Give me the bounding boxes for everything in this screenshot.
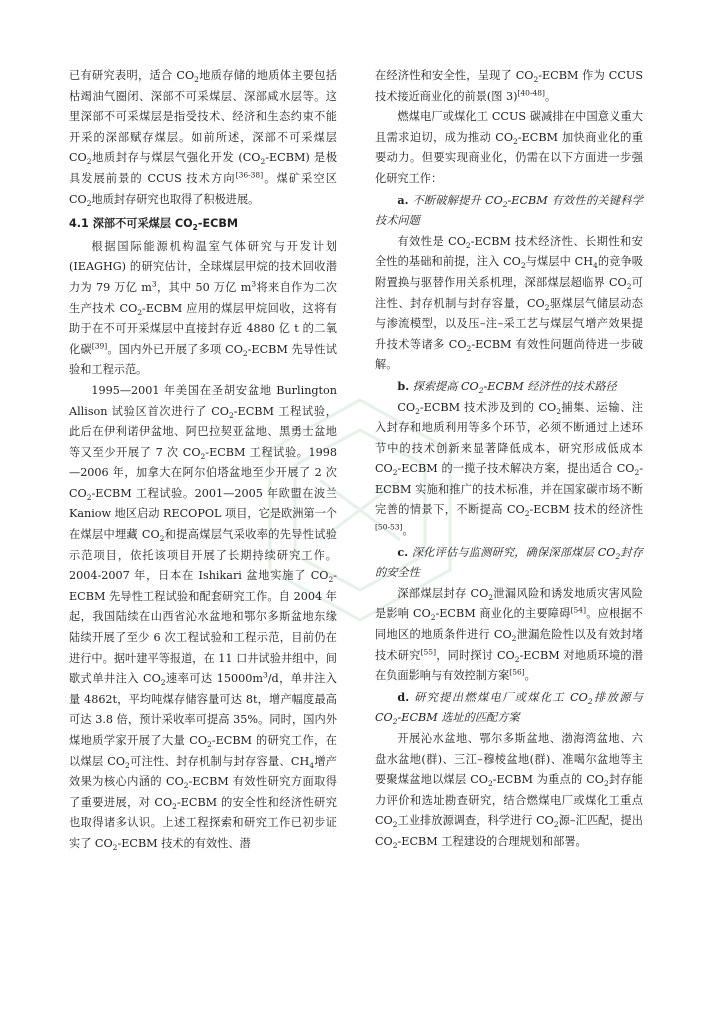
continued-paragraph: 在经济性和安全性，呈现了 $CO_2$-ECBM 作为 CCUS 技术接近商业化的前景(图 3)[40-48]。 (375, 69, 643, 103)
paragraph-ieaghg: 根据国际能源机构温室气体研究与开发计划 (IEAGHG) 的研究估计，全球煤层甲烷的技术回收潜力为 79 万亿 $m^3$，其中 50 万亿 $m^3$将来自作为二次生产技术 $CO_2$-ECBM 应用的煤层甲烷回收，这将有助于在不可开采煤层中直接封存近 4880 亿 t 的二氧化碳[39]。国内外已开展了多项 $CO_2$-ECBM 先导性试验和工程示范。 (69, 239, 337, 377)
subheading-a: a. 不断破解提升 $CO_2$-ECBM 有效性的关键科学技术问题 (375, 192, 643, 228)
paragraph-a: 有效性是 $CO_2$-ECBM 技术经济性、长期性和安全性的基础和前提，注入 $CO_2$与煤层中 $CH_4$的竞争吸附置换与驱替作用关系机理，深部煤层超临界 $CO_2$可注性、封存机制与封存容量，$CO_2$驱煤层气储层动态与渗流模型，以及压–注–采工艺与煤层气增产效果提升技术等诸多 $CO_2$-ECBM 有效性问题尚待进一步破解。 (375, 234, 643, 372)
paragraph-d: 开展沁水盆地、鄂尔多斯盆地、渤海湾盆地、六盘水盆地(群)、三江–穆棱盆地(群)、准噶尔盆地等主要聚煤盆地以煤层 $CO_2$-ECBM 为重点的 $CO_2$封存能力评价和选址勘查研究，结合燃煤电厂或煤化工重点 $CO_2$工业排放源调查，科学进行 $CO_2$源–汇匹配，提出 $CO_2$-ECBM 工程建设的合理规划和部署。 (375, 732, 643, 851)
section-heading-4-1: 4.1 深部不可采煤层 $CO_2$-ECBM (69, 217, 239, 233)
subheading-d: d. 研究提出燃煤电厂或煤化工 $CO_2$排放源与 $CO_2$-ECBM 选址的匹配方案 (375, 689, 643, 727)
paragraph-field-trials: 1995—2001 年美国在圣胡安盆地 Burlington Allison 试验区首次进行了 $CO_2$-ECBM 工程试验，此后在伊利诺伊盆地、阿巴拉契亚盆地、黑勇士盆地等又至少开展了 7 次 $CO_2$-ECBM 工程试验。1998—2006 年，加拿大在阿尔伯塔盆地至少开展了 2 次 $CO_2$-ECBM 工程试验。2001—2005 年欧盟在波兰 Kaniow 地区启动 RECOPOL 项目，它是欧洲第一个在煤层中埋藏 $CO_2$和提高煤层气采收率的先导性试验示范项目，依托该项目开展了长期持续研究工作。2004-2007 年，日本在 Ishikari 盆地实施了 $CO_2$-ECBM 先导性工程试验和配套研究工作。自 2004 年起，我国陆续在山西省沁水盆地和鄂尔多斯盆地东缘陆续开展了至少 6 次工程试验和工程示范，目前仍在进行中。据叶建平等报道，在 11 口井试验井组中，间歇式单井注入 $CO_2$速率可达 $15000m^3/d$，单井注入量 4862t，平均吨煤存储容量可达 8t，增产幅度最高可达 3.8 倍，预计采收率可提高 35%。同时，国内外煤地质学家开展了大量 $CO_2$-ECBM 的研究工作，在以煤层 $CO_2$可注性、封存机制与封存容量、$CH_4$增产效果为核心内涵的 $CO_2$-ECBM 有效性研究方面取得了重要进展，对 $CO_2$-ECBM 的安全性和经济性研究也取得诸多认识。上述工程探索和研究工作已初步证实了 $CO_2$-ECBM 技术的有效性、潜 (69, 383, 337, 853)
subheading-b: b. 探索提高 $CO_2$-ECBM 经济性的技术路径 (397, 378, 617, 396)
paragraph-commercialization: 燃煤电厂或煤化工 CCUS 碳减排在中国意义重大且需求迫切，成为推动 $CO_2$-ECBM 加快商业化的重要动力。但要实现商业化，仍需在以下方面进一步强化研究工作： (375, 110, 643, 185)
left-column (69, 66, 337, 855)
paragraph-b: $CO_2$-ECBM 技术涉及到的 $CO_2$捕集、运输、注入封存和地质利用等多个环节，必须不断通过上述环节中的技术创新来显著降低成本，研究形成低成本 $CO_2$-ECBM 的一揽子技术解决方案，提出适合 $CO_2$-ECBM 实施和推广的技术标准，并在国家碳市场不断完善的情景下，不断提高 $CO_2$-ECBM 技术的经济性[50-53]。 (375, 400, 643, 538)
right-column (375, 66, 643, 853)
subheading-c: c. 深化评估与监测研究，确保深部煤层 $CO_2$封存的安全性 (375, 544, 643, 580)
intro-paragraph: 已有研究表明，适合 $CO_2$地质存储的地质体主要包括枯竭油气圈闭、深部不可采煤层、深部咸水层等。这里深部不可采煤层是指受技术、经济和生态约束不能开采的深部赋存煤层。如前所述，深部不可采煤层 $CO_2$地质封存与煤层气强化开发 $(CO_2-ECBM)$ 是极具发展前景的 CCUS 技术方向[36-38]。煤矿采空区 $CO_2$地质封存研究也取得了积极进展。 (69, 69, 338, 208)
paragraph-c: 深部煤层封存 $CO_2$泄漏风险和诱发地质灾害风险是影响 $CO_2$-ECBM 商业化的主要障碍[54]。应根据不同地区的地质条件进行 $CO_2$泄漏危险性以及有效封堵技术研究[55]，同时探讨 $CO_2$-ECBM 对地质环境的潜在负面影响与有效控制方案[56]。 (375, 586, 643, 683)
